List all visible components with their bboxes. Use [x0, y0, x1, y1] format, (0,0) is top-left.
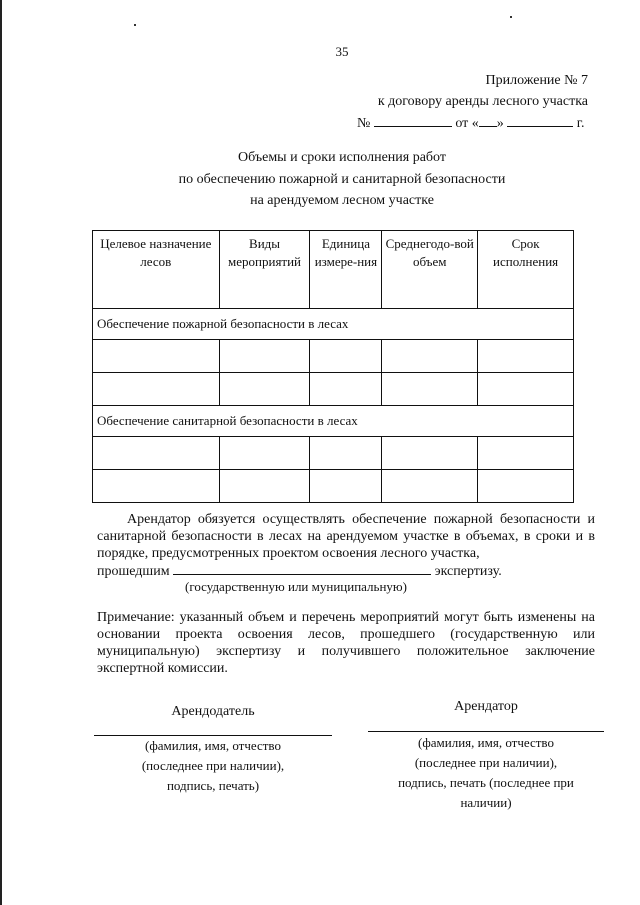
caption-line: (фамилия, имя, отчество: [145, 738, 281, 753]
table-cell[interactable]: [310, 470, 382, 503]
table-cell[interactable]: [93, 470, 220, 503]
caption-line: подпись, печать): [166, 778, 260, 793]
column-header: Среднегодо-вой объем: [382, 231, 478, 309]
appendix-title: Приложение № 7: [485, 73, 588, 88]
column-header: Срок исполнения: [478, 231, 574, 309]
day-blank[interactable]: [479, 114, 497, 127]
table-cell[interactable]: [310, 340, 382, 373]
contract-number-blank[interactable]: [374, 114, 452, 127]
table-cell[interactable]: [478, 373, 574, 406]
table-cell[interactable]: [93, 373, 220, 406]
table-cell[interactable]: [219, 373, 310, 406]
obligation-expertise-line: [97, 562, 502, 580]
table-cell[interactable]: [310, 373, 382, 406]
lessee-title: Арендатор: [454, 699, 518, 714]
table-cell[interactable]: [382, 340, 478, 373]
expertise-type-blank[interactable]: [173, 562, 431, 575]
table-row: [93, 437, 574, 470]
page-number: 35: [335, 44, 349, 59]
caption-line: (последнее при наличии),: [141, 758, 285, 773]
scan-speck: [134, 24, 136, 26]
table-cell[interactable]: [382, 373, 478, 406]
table-cell[interactable]: [93, 340, 220, 373]
scan-speck: [510, 16, 512, 18]
column-header: Целевое назначение лесов: [93, 231, 220, 309]
contract-number-line: [357, 114, 584, 132]
section-row: [93, 309, 574, 340]
appendix-subtitle: к договору аренды лесного участка: [377, 94, 588, 109]
table-cell[interactable]: [219, 470, 310, 503]
section-sanitary-label: Обеспечение санитарной безопасности в лесах: [93, 406, 574, 437]
table-cell[interactable]: [478, 470, 574, 503]
heading-line-3: на арендуемом лесном участке: [250, 193, 434, 208]
expertise-label: экспертизу.: [434, 564, 502, 579]
table-cell[interactable]: [382, 470, 478, 503]
heading-line-1: Объемы и сроки исполнения работ: [237, 150, 446, 165]
caption-line: наличии): [460, 795, 512, 810]
table-row: [93, 373, 574, 406]
obligation-paragraph: Арендатор обязуется осуществлять обеспечение пожарной безопасности и санитарной безопасности в лесах на арендуемом участке в объемах, в сроки и в порядке, предусмотренных проектом освоения лесного участка,: [97, 512, 595, 561]
lessee-caption: [368, 733, 604, 813]
table-cell[interactable]: [219, 437, 310, 470]
quote-close: »: [496, 116, 504, 131]
works-table: [92, 230, 574, 503]
column-header: Виды мероприятий: [219, 231, 310, 309]
heading-line-2: по обеспечению пожарной и санитарной безопасности: [178, 172, 506, 187]
table-cell[interactable]: [93, 437, 220, 470]
table-cell[interactable]: [478, 340, 574, 373]
lessor-caption: [94, 736, 332, 796]
note-paragraph: Примечание: указанный объем и перечень мероприятий могут быть изменены на основании проекта освоения лесов, прошедшего (государственную или муниципальную) экспертизу и получившего положительное заключение экспертной комиссии.: [97, 610, 595, 676]
section-fire-label: Обеспечение пожарной безопасности в лесах: [93, 309, 574, 340]
caption-line: (последнее при наличии),: [414, 755, 558, 770]
caption-line: подпись, печать (последнее при: [398, 775, 574, 790]
number-prefix: №: [357, 116, 371, 131]
table-cell[interactable]: [478, 437, 574, 470]
expertise-hint: (государственную или муниципальную): [185, 579, 407, 594]
caption-line: (фамилия, имя, отчество: [418, 735, 554, 750]
year-suffix: г.: [576, 116, 585, 131]
table-row: [93, 340, 574, 373]
table-row: [93, 470, 574, 503]
from-label: от «: [455, 116, 479, 131]
table-cell[interactable]: [310, 437, 382, 470]
lessee-signature-line[interactable]: [368, 731, 604, 732]
section-row: [93, 406, 574, 437]
table-cell[interactable]: [219, 340, 310, 373]
table-cell[interactable]: [382, 437, 478, 470]
passed-label: прошедшим: [97, 564, 170, 579]
column-header: Единица измере-ния: [310, 231, 382, 309]
lessor-title: Арендодатель: [171, 704, 255, 719]
table-header-row: [93, 231, 574, 309]
month-blank[interactable]: [507, 114, 573, 127]
